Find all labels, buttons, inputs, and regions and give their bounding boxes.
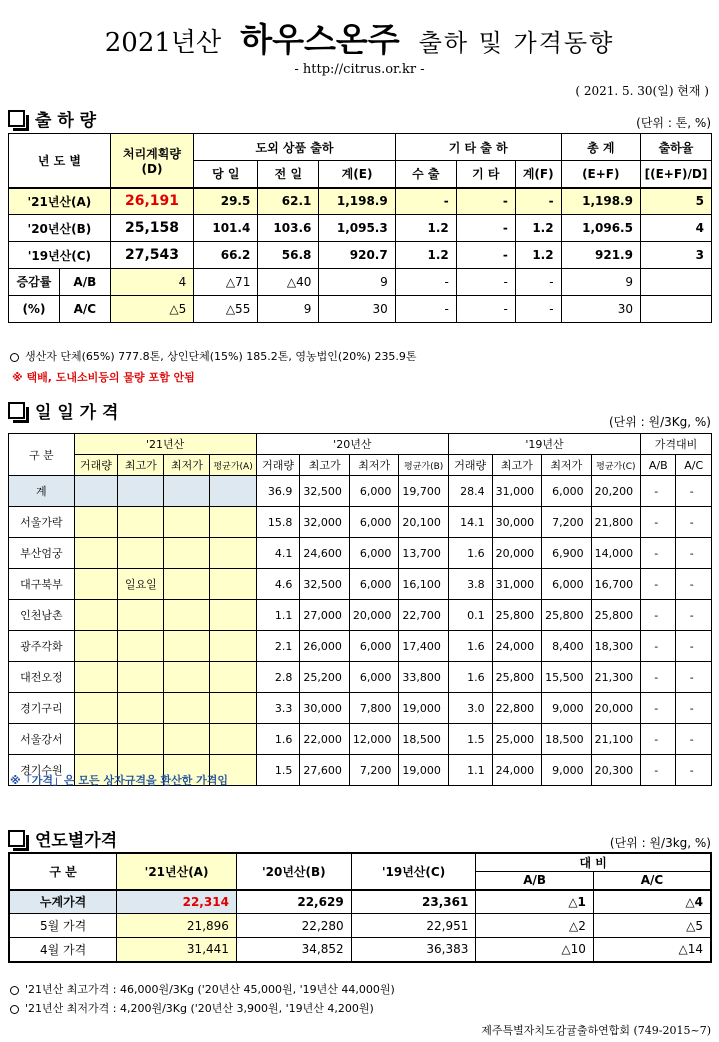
cell-c-min: 6,000 (542, 476, 592, 507)
cell-ac: - (676, 600, 712, 631)
cell-c-avg: 20,300 (591, 755, 641, 786)
cell-c-vol: 1.6 (448, 538, 492, 569)
cell-b-vol: 1.1 (256, 600, 300, 631)
cell-ac: - (676, 507, 712, 538)
cell-b-min: 6,000 (349, 476, 399, 507)
cell-a-min (164, 569, 210, 600)
cell-a-max (118, 538, 164, 569)
cell-a-min (164, 538, 210, 569)
circle-bullet-icon (10, 986, 19, 995)
cell-a-vol (74, 507, 118, 538)
cell-b-avg: 20,100 (399, 507, 449, 538)
cell-b-min: 6,000 (349, 507, 399, 538)
cell-c-min: 8,400 (542, 631, 592, 662)
checkbox-square-icon (8, 110, 25, 127)
table-row (9, 724, 712, 755)
cell-a-avg (210, 538, 256, 569)
cell-b-min: 7,200 (349, 755, 399, 786)
site-url[interactable]: - http://citrus.or.kr - (294, 62, 425, 77)
market-name: 서울강서 (9, 724, 75, 755)
min-price-note: '21년산 최저가격 : 4,200원/3Kg ('20년산 3,900원, '19년산 4,200원) (10, 1000, 374, 1016)
cell-a-vol (74, 600, 118, 631)
header-year: 년 도 별 (9, 134, 111, 188)
cell-a-min (164, 631, 210, 662)
cell-c-avg: 21,300 (591, 662, 641, 693)
cell-ab: - (641, 569, 676, 600)
as-of-date: ( 2021. 5. 30(일) 현재 ) (575, 84, 709, 98)
cell-ac: - (676, 724, 712, 755)
header-other: 기 타 출 하 (395, 134, 561, 161)
market-name: 인천남촌 (9, 600, 75, 631)
section-yearly-price-unit: (단위 : 원/3kg, %) (609, 836, 711, 850)
cell-a-vol (74, 693, 118, 724)
cell-b-max: 26,000 (300, 631, 350, 662)
table-row (9, 538, 712, 569)
cell-a-max (118, 662, 164, 693)
cell-c-max: 20,000 (492, 538, 542, 569)
cell-c-avg: 21,100 (591, 724, 641, 755)
cell-ab: - (641, 755, 676, 786)
cell-ab: - (641, 476, 676, 507)
section-daily-price-title: 일 일 가 격 (8, 398, 118, 423)
header-21: '21년산 (74, 434, 256, 455)
market-name: 서울가락 (9, 507, 75, 538)
cell-c-vol: 14.1 (448, 507, 492, 538)
cell-b-vol: 1.5 (256, 755, 300, 786)
cell-b-min: 12,000 (349, 724, 399, 755)
cell-c-min: 18,500 (542, 724, 592, 755)
table-row: '20년산(B) 25,158 101.4 103.6 1,095.3 1.2 - 1.2 1,096.5 4 (9, 215, 712, 242)
delivery-note: ※ 택배, 도내소비등의 물량 포함 안됨 (12, 371, 195, 384)
cell-b-vol: 15.8 (256, 507, 300, 538)
cell-b-vol: 36.9 (256, 476, 300, 507)
cell-c-avg: 20,200 (591, 476, 641, 507)
table-row: (%) A/C △5 △55 9 30 - - - 30 (9, 296, 712, 323)
section-yearly-price-title: 연도별가격 (8, 826, 117, 851)
section-shipment-title: 출 하 량 (8, 106, 96, 131)
cell-b-max: 32,000 (300, 507, 350, 538)
cell-b-min: 20,000 (349, 600, 399, 631)
cell-c-max: 24,000 (492, 631, 542, 662)
yearly-price-table: 구 분 '21년산(A) '20년산(B) '19년산(C) 대 비 A/B A/C 누계가격 22,314 22,629 23,361 △1 △4 5월 가격 21,896 22,280 22,951 △2 △5 4월 가격 31,441 34,852 36,383 △10 △14 (8, 852, 712, 963)
cell-b-avg: 19,000 (399, 693, 449, 724)
header-etc: 기 타 (456, 161, 515, 188)
checkbox-square-icon (8, 402, 25, 419)
cell-c-min: 6,000 (542, 569, 592, 600)
cell-b-avg: 33,800 (399, 662, 449, 693)
header-19: '19년산 (448, 434, 640, 455)
cell-b-max: 27,000 (300, 600, 350, 631)
table-row (9, 476, 712, 507)
cell-c-avg: 25,800 (591, 600, 641, 631)
cell-a-min (164, 476, 210, 507)
cell-b-avg: 22,700 (399, 600, 449, 631)
cell-ab: - (641, 724, 676, 755)
cell-a-vol (74, 538, 118, 569)
cell-a-min (164, 662, 210, 693)
cell-c-avg: 14,000 (591, 538, 641, 569)
header-gubun: 구 분 (9, 853, 117, 890)
cell-b-max: 22,000 (300, 724, 350, 755)
cell-a-max (118, 631, 164, 662)
page-title (0, 14, 719, 61)
table-row (9, 600, 712, 631)
shipment-table (8, 133, 712, 323)
cell-c-min: 7,200 (542, 507, 592, 538)
cell-c-avg: 18,300 (591, 631, 641, 662)
cell-c-avg: 20,000 (591, 693, 641, 724)
title-main: 하우스온주 (240, 20, 400, 59)
header-total-code: (E+F) (561, 161, 640, 188)
cell-ab: - (641, 662, 676, 693)
cell-b-max: 27,600 (300, 755, 350, 786)
cell-c-avg: 16,700 (591, 569, 641, 600)
cell-a-avg (210, 569, 256, 600)
cell-b-vol: 3.3 (256, 693, 300, 724)
table-row (9, 507, 712, 538)
market-name: 광주각화 (9, 631, 75, 662)
header-gubun: 구 분 (9, 434, 75, 476)
header-20: '20년산 (256, 434, 448, 455)
cell-c-max: 24,000 (492, 755, 542, 786)
cell-c-vol: 3.0 (448, 693, 492, 724)
cell-ac: - (676, 631, 712, 662)
cell-c-min: 9,000 (542, 693, 592, 724)
cell-ac: - (676, 662, 712, 693)
header-domestic: 도외 상품 출하 (194, 134, 396, 161)
header-rate-code: [(E+F)/D] (640, 161, 711, 188)
market-name: 대전오정 (9, 662, 75, 693)
cell-a-avg (210, 693, 256, 724)
cell-a-vol (74, 631, 118, 662)
cell-c-vol: 1.6 (448, 662, 492, 693)
cell-b-max: 32,500 (300, 569, 350, 600)
cell-a-vol (74, 476, 118, 507)
cell-c-vol: 3.8 (448, 569, 492, 600)
cell-a-vol (74, 569, 118, 600)
circle-bullet-icon (10, 1005, 19, 1014)
cell-c-vol: 1.1 (448, 755, 492, 786)
header-today: 당 일 (194, 161, 258, 188)
cell-a-min (164, 600, 210, 631)
cell-ab: - (641, 693, 676, 724)
header-20: '20년산(B) (236, 853, 351, 890)
daily-price-table: 구 분 '21년산 '20년산 '19년산 가격대비 거래량 최고가 최저가 평균가(A) 거래량 최고가 최저가 평균가(B) 거래량 최고가 최저가 평균가(C) A/B A/C 계 36.9 32,500 6,000 19,700 28.4 31,000 6,000 20,200 - - 서울가락 15.8 32,000 6,000 20,100 14.1 30,000 7,200 21,800 - - 부산엄궁 4.1 24,600 6,000 13,700 1.6 20,000 6,900 14,000 - - 대구북부 일요일 4.6 32,500 6,000 16,100 3.8 31,000 6,000 16,700 - - 인천남촌 1.1 27,000 20,000 22,700 0.1 25,800 25,800 25,800 - - 광주각화 2.1 26,000 6,000 17,400 1.6 24,000 8,400 18,300 - - 대전오정 2.8 25,200 6,000 33,800 1.6 25,800 15,500 21,300 - - 경기구리 3.3 30,000 7,800 19,000 3.0 22,800 9,000 20,000 - - 서울강서 1.6 22,000 12,000 18,500 1.5 25,000 18,500 21,100 - - 경기수원 1.5 27,600 7,200 19,000 1.1 24,000 9,000 20,300 - - (8, 433, 712, 786)
market-name: 대구북부 (9, 569, 75, 600)
cell-a-avg (210, 476, 256, 507)
table-row: '19년산(C) 27,543 66.2 56.8 920.7 1.2 - 1.2 921.9 3 (9, 242, 712, 269)
cell-b-min: 6,000 (349, 569, 399, 600)
cell-ac: - (676, 693, 712, 724)
cell-c-min: 6,900 (542, 538, 592, 569)
cell-c-max: 31,000 (492, 476, 542, 507)
cell-b-max: 32,500 (300, 476, 350, 507)
max-price-note: '21년산 최고가격 : 46,000원/3Kg ('20년산 45,000원, '19년산 44,000원) (10, 981, 395, 997)
cell-ac: - (676, 569, 712, 600)
cell-b-avg: 17,400 (399, 631, 449, 662)
header-sum-f: 계(F) (515, 161, 561, 188)
cell-a-avg (210, 600, 256, 631)
cell-b-vol: 2.1 (256, 631, 300, 662)
table-row: 증감률 A/B 4 △71 △40 9 - - - 9 (9, 269, 712, 296)
cell-b-vol: 4.6 (256, 569, 300, 600)
cell-c-vol: 1.5 (448, 724, 492, 755)
cell-c-min: 9,000 (542, 755, 592, 786)
cell-ac: - (676, 538, 712, 569)
cell-c-max: 22,800 (492, 693, 542, 724)
table-row (9, 693, 712, 724)
cell-a-avg (210, 724, 256, 755)
cell-c-vol: 0.1 (448, 600, 492, 631)
table-row (9, 631, 712, 662)
cell-b-min: 6,000 (349, 631, 399, 662)
cell-a-avg (210, 662, 256, 693)
cell-b-avg: 18,500 (399, 724, 449, 755)
cell-b-avg: 19,000 (399, 755, 449, 786)
cell-b-min: 6,000 (349, 538, 399, 569)
cell-a-min (164, 724, 210, 755)
market-name: 경기수원 (9, 755, 75, 786)
section-daily-price-unit: (단위 : 원/3Kg, %) (608, 415, 711, 429)
header-sum-e: 계(E) (319, 161, 395, 188)
table-row (9, 569, 712, 600)
table-row: 누계가격 22,314 22,629 23,361 △1 △4 (9, 890, 711, 914)
cell-b-max: 25,200 (300, 662, 350, 693)
cell-a-max (118, 600, 164, 631)
checkbox-square-icon (8, 830, 25, 847)
header-21: '21년산(A) (117, 853, 237, 890)
footer-org: 제주특별자치도감귤출하연합회 (749-2015~7) (481, 1024, 711, 1037)
cell-a-max (118, 724, 164, 755)
market-name: 경기구리 (9, 693, 75, 724)
header-prev: 전 일 (258, 161, 319, 188)
header-export: 수 출 (395, 161, 456, 188)
cell-ab: - (641, 600, 676, 631)
cell-b-avg: 13,700 (399, 538, 449, 569)
cell-b-max: 24,600 (300, 538, 350, 569)
producer-note: 생산자 단체(65%) 777.8톤, 상인단체(15%) 185.2톤, 영농법인(20%) 235.9톤 (10, 348, 417, 364)
market-name: 부산엄궁 (9, 538, 75, 569)
cell-a-max (118, 693, 164, 724)
cell-a-max: 일요일 (118, 569, 164, 600)
cell-a-max (118, 476, 164, 507)
table-row: 4월 가격 31,441 34,852 36,383 △10 △14 (9, 938, 711, 962)
cell-b-vol: 1.6 (256, 724, 300, 755)
cell-a-vol (74, 724, 118, 755)
table-row (9, 662, 712, 693)
cell-ac: - (676, 476, 712, 507)
cell-a-min (164, 507, 210, 538)
cell-a-min (164, 693, 210, 724)
header-total: 총 계 (561, 134, 640, 161)
cell-ab: - (641, 507, 676, 538)
cell-c-min: 25,800 (542, 600, 592, 631)
circle-bullet-icon (10, 353, 19, 362)
cell-a-max (118, 507, 164, 538)
header-19: '19년산(C) (351, 853, 476, 890)
cell-b-vol: 2.8 (256, 662, 300, 693)
cell-c-max: 25,800 (492, 600, 542, 631)
cell-b-avg: 19,700 (399, 476, 449, 507)
cell-c-avg: 21,800 (591, 507, 641, 538)
cell-a-vol (74, 662, 118, 693)
cell-b-vol: 4.1 (256, 538, 300, 569)
cell-c-min: 15,500 (542, 662, 592, 693)
section-shipment-unit: (단위 : 톤, %) (636, 116, 711, 130)
cell-b-min: 6,000 (349, 662, 399, 693)
header-compare: 가격대비 (641, 434, 712, 455)
price-note: ※「가격」은 모든 상자규격을 환산한 가격임 (10, 774, 229, 787)
cell-c-max: 31,000 (492, 569, 542, 600)
table-row: 5월 가격 21,896 22,280 22,951 △2 △5 (9, 914, 711, 938)
market-name: 계 (9, 476, 75, 507)
cell-a-avg (210, 507, 256, 538)
cell-c-max: 25,000 (492, 724, 542, 755)
title-sub: 출하 및 가격동향 (418, 29, 615, 57)
title-year: 2021년산 (104, 28, 222, 58)
cell-ab: - (641, 538, 676, 569)
cell-b-min: 7,800 (349, 693, 399, 724)
header-rate: 출하율 (640, 134, 711, 161)
cell-a-avg (210, 631, 256, 662)
cell-c-max: 25,800 (492, 662, 542, 693)
cell-ac: - (676, 755, 712, 786)
cell-ab: - (641, 631, 676, 662)
cell-c-vol: 28.4 (448, 476, 492, 507)
table-row: '21년산(A) 26,191 29.5 62.1 1,198.9 - - - 1,198.9 5 (9, 188, 712, 215)
header-compare: 대 비 (476, 853, 711, 872)
cell-b-max: 30,000 (300, 693, 350, 724)
cell-b-avg: 16,100 (399, 569, 449, 600)
cell-c-max: 30,000 (492, 507, 542, 538)
cell-c-vol: 1.6 (448, 631, 492, 662)
header-plan: 처리계획량 (D) (110, 134, 193, 188)
